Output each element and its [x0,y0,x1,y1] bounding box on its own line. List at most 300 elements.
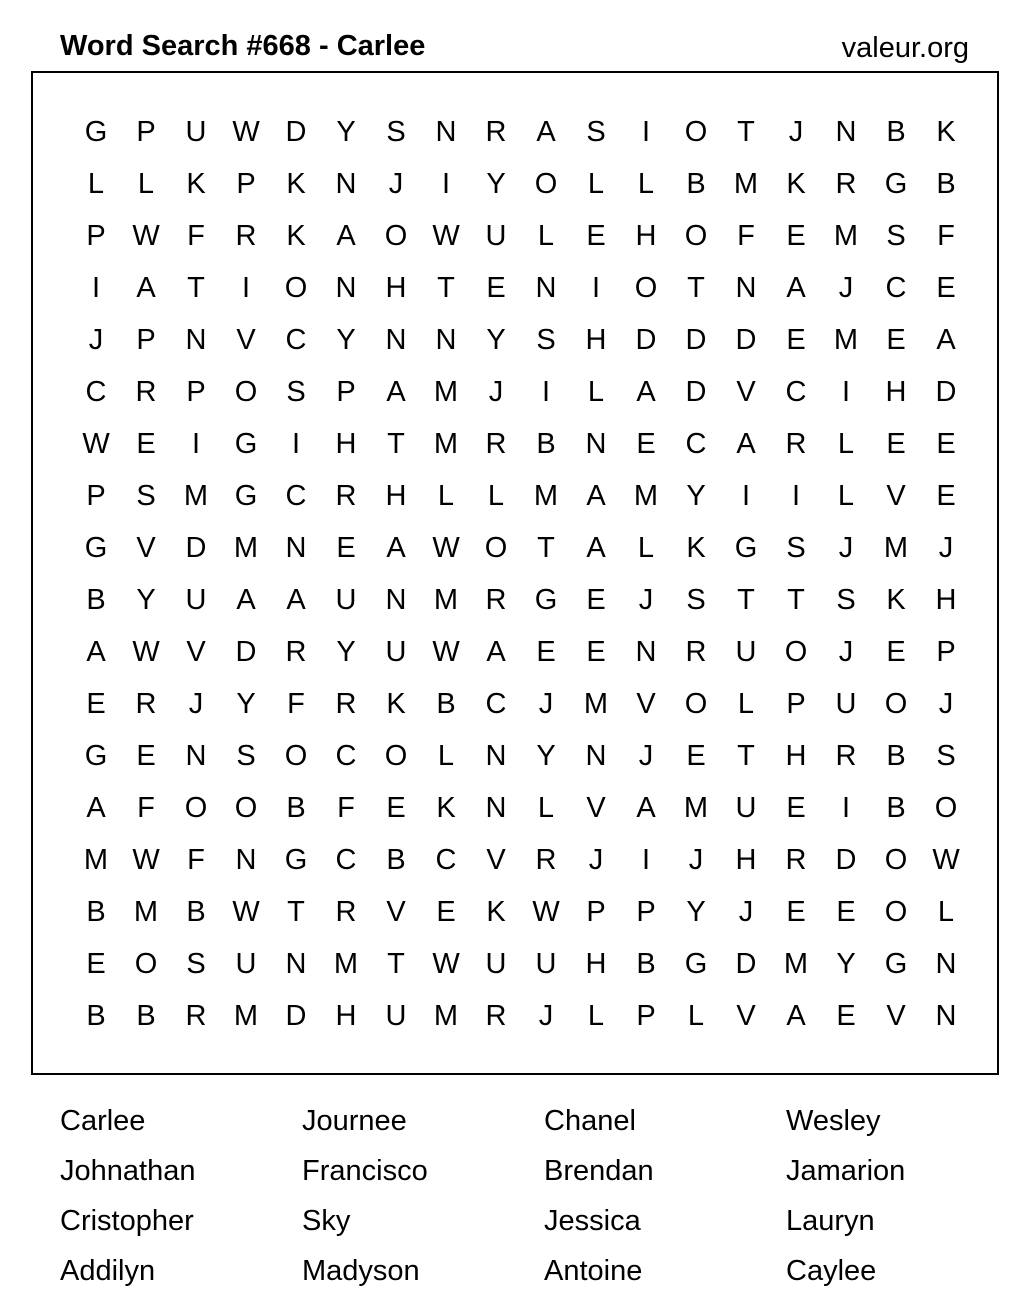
grid-cell: R [285,636,307,668]
grid-cell: O [134,948,158,980]
grid-cell: B [436,688,456,720]
grid-cell: N [385,324,407,356]
grid-cell: J [538,688,554,720]
word-list-item: Johnathan [60,1155,196,1187]
grid-cell: J [738,896,754,928]
grid-cell: N [835,116,857,148]
grid-cell: G [534,584,558,616]
grid-cell: B [636,948,656,980]
grid-cell: E [886,324,906,356]
grid-cell: I [841,792,851,824]
grid-cell: L [537,220,555,252]
grid-cell: J [938,688,954,720]
word-list-item: Francisco [302,1155,428,1187]
grid-cell: J [838,636,854,668]
grid-cell: E [936,480,956,512]
grid-cell: O [884,896,908,928]
grid-cell: U [835,688,857,720]
grid-cell: E [436,896,456,928]
grid-cell: G [684,948,708,980]
grid-cell: W [232,116,260,148]
grid-cell: R [335,896,357,928]
grid-cell: T [537,532,555,564]
word-list-item: Sky [302,1205,351,1237]
grid-cell: A [586,480,606,512]
grid-cell: B [886,116,906,148]
grid-cell: Y [236,688,256,720]
grid-cell: F [937,220,955,252]
grid-cell: W [432,636,460,668]
grid-cell: U [185,116,207,148]
word-list-item: Madyson [302,1255,420,1287]
word-list-item: Brendan [544,1155,654,1187]
grid-cell: I [641,116,651,148]
grid-cell: P [786,688,806,720]
grid-cell: A [486,636,506,668]
grid-cell: I [741,480,751,512]
letter-grid [71,106,971,1042]
grid-cell: V [386,896,406,928]
grid-cell: J [838,532,854,564]
grid-cell: S [386,116,406,148]
grid-cell: W [932,844,960,876]
grid-cell: N [185,740,207,772]
grid-cell: I [241,272,251,304]
word-list-item: Wesley [786,1105,881,1137]
grid-cell: D [285,1000,307,1032]
grid-cell: L [587,168,605,200]
grid-cell: O [934,792,958,824]
grid-cell: J [938,532,954,564]
grid-cell: B [386,844,406,876]
grid-cell: K [886,584,906,616]
grid-cell: V [586,792,606,824]
grid-cell: O [384,740,408,772]
grid-cell: Y [536,740,556,772]
grid-cell: J [188,688,204,720]
grid-cell: O [234,376,258,408]
grid-cell: J [88,324,104,356]
grid-cell: N [585,740,607,772]
grid-cell: V [636,688,656,720]
grid-cell: D [185,532,207,564]
grid-cell: A [736,428,756,460]
grid-cell: P [86,220,106,252]
grid-cell: C [885,272,907,304]
grid-cell: V [736,376,756,408]
grid-cell: G [234,480,258,512]
grid-cell: G [284,844,308,876]
grid-cell: T [287,896,305,928]
grid-cell: W [432,532,460,564]
grid-cell: W [82,428,110,460]
grid-cell: L [137,168,155,200]
grid-cell: F [737,220,755,252]
grid-cell: D [935,376,957,408]
grid-cell: T [387,948,405,980]
word-list [60,1096,1028,1296]
grid-cell: P [636,896,656,928]
grid-cell: M [233,532,259,564]
grid-cell: Y [486,324,506,356]
grid-cell: C [85,376,107,408]
grid-cell: L [437,740,455,772]
grid-cell: E [636,428,656,460]
grid-cell: G [84,116,108,148]
grid-cell: T [437,272,455,304]
grid-cell: T [687,272,705,304]
word-list-item: Addilyn [60,1255,156,1287]
grid-cell: U [535,948,557,980]
grid-cell: L [537,792,555,824]
grid-cell: R [835,168,857,200]
grid-cell: S [686,584,706,616]
grid-cell: B [886,740,906,772]
grid-cell: A [236,584,256,616]
grid-cell: B [136,1000,156,1032]
word-list-item: Caylee [786,1255,877,1287]
grid-cell: E [886,428,906,460]
grid-cell: D [285,116,307,148]
grid-cell: O [284,740,308,772]
grid-cell: N [535,272,557,304]
grid-cell: B [286,792,306,824]
grid-cell: W [432,220,460,252]
grid-cell: R [335,480,357,512]
grid-cell: E [586,220,606,252]
grid-cell: E [936,428,956,460]
grid-cell: S [136,480,156,512]
grid-cell: D [835,844,857,876]
grid-cell: U [385,1000,407,1032]
grid-cell: R [785,844,807,876]
grid-cell: K [486,896,506,928]
grid-cell: N [935,1000,957,1032]
grid-cell: D [685,376,707,408]
grid-cell: K [286,168,306,200]
grid-cell: M [183,480,209,512]
grid-cell: M [333,948,359,980]
grid-cell: Y [336,636,356,668]
grid-cell: W [532,896,560,928]
grid-cell: Y [686,896,706,928]
grid-cell: I [841,376,851,408]
grid-cell: O [534,168,558,200]
word-list-item: Cristopher [60,1205,194,1237]
grid-cell: H [635,220,657,252]
grid-cell: P [336,376,356,408]
word-list-item: Jamarion [786,1155,906,1187]
grid-cell: U [735,792,757,824]
grid-cell: L [487,480,505,512]
grid-cell: F [187,220,205,252]
grid-cell: I [641,844,651,876]
grid-cell: F [337,792,355,824]
grid-cell: P [236,168,256,200]
grid-cell: N [485,740,507,772]
grid-cell: J [838,272,854,304]
grid-cell: S [236,740,256,772]
grid-cell: R [485,584,507,616]
grid-cell: O [234,792,258,824]
grid-cell: N [485,792,507,824]
grid-cell: N [185,324,207,356]
grid-cell: N [435,324,457,356]
grid-cell: D [685,324,707,356]
word-list-item: Lauryn [786,1205,875,1237]
grid-cell: O [884,688,908,720]
grid-cell: S [536,324,556,356]
grid-cell: F [137,792,155,824]
grid-cell: A [786,1000,806,1032]
grid-cell: M [683,792,709,824]
grid-cell: V [236,324,256,356]
grid-cell: P [586,896,606,928]
grid-cell: I [191,428,201,460]
grid-cell: V [886,480,906,512]
grid-cell: B [536,428,556,460]
grid-cell: L [837,480,855,512]
grid-cell: N [285,948,307,980]
grid-cell: K [436,792,456,824]
grid-cell: H [885,376,907,408]
grid-cell: C [285,480,307,512]
grid-cell: N [335,168,357,200]
grid-cell: M [133,896,159,928]
grid-cell: P [186,376,206,408]
grid-cell: U [335,584,357,616]
grid-cell: O [484,532,508,564]
grid-cell: C [335,844,357,876]
grid-cell: E [686,740,706,772]
grid-cell: D [735,948,757,980]
grid-cell: L [737,688,755,720]
grid-cell: O [384,220,408,252]
grid-cell: M [233,1000,259,1032]
grid-cell: O [284,272,308,304]
puzzle-box [31,71,999,1075]
grid-cell: Y [836,948,856,980]
grid-cell: A [386,376,406,408]
grid-cell: S [586,116,606,148]
grid-cell: Y [486,168,506,200]
grid-cell: S [936,740,956,772]
grid-cell: N [235,844,257,876]
site-name: valeur.org [841,32,969,64]
grid-cell: M [433,1000,459,1032]
grid-cell: B [886,792,906,824]
word-list-item: Carlee [60,1105,146,1137]
grid-cell: H [385,480,407,512]
grid-cell: E [786,896,806,928]
grid-cell: B [86,584,106,616]
grid-cell: V [736,1000,756,1032]
grid-cell: S [186,948,206,980]
grid-cell: J [588,844,604,876]
grid-cell: B [936,168,956,200]
grid-cell: J [538,1000,554,1032]
grid-cell: A [536,116,556,148]
grid-cell: M [433,584,459,616]
grid-cell: N [585,428,607,460]
grid-cell: A [786,272,806,304]
grid-cell: I [91,272,101,304]
grid-cell: H [385,272,407,304]
grid-cell: U [485,220,507,252]
grid-cell: H [335,428,357,460]
grid-cell: B [86,1000,106,1032]
grid-cell: G [884,948,908,980]
grid-cell: W [232,896,260,928]
grid-cell: B [86,896,106,928]
grid-cell: R [485,1000,507,1032]
grid-cell: R [335,688,357,720]
grid-cell: L [837,428,855,460]
grid-cell: R [185,1000,207,1032]
grid-cell: E [786,220,806,252]
grid-cell: A [86,792,106,824]
grid-cell: I [591,272,601,304]
grid-cell: I [791,480,801,512]
grid-cell: R [485,428,507,460]
grid-cell: N [335,272,357,304]
grid-cell: D [235,636,257,668]
grid-cell: E [836,896,856,928]
grid-cell: Y [686,480,706,512]
grid-cell: W [132,844,160,876]
grid-cell: K [686,532,706,564]
grid-cell: T [787,584,805,616]
grid-cell: A [386,532,406,564]
grid-cell: E [786,792,806,824]
word-list-item: Jessica [544,1205,641,1237]
grid-cell: W [132,636,160,668]
grid-cell: E [486,272,506,304]
grid-cell: S [286,376,306,408]
grid-cell: M [83,844,109,876]
grid-cell: W [432,948,460,980]
grid-cell: J [638,740,654,772]
page-title: Word Search #668 - Carlee [60,30,426,62]
grid-cell: L [437,480,455,512]
grid-cell: U [735,636,757,668]
grid-cell: S [886,220,906,252]
grid-cell: T [387,428,405,460]
grid-cell: V [886,1000,906,1032]
grid-cell: R [485,116,507,148]
grid-cell: E [786,324,806,356]
grid-cell: S [836,584,856,616]
grid-cell: O [684,220,708,252]
grid-cell: R [835,740,857,772]
grid-cell: H [335,1000,357,1032]
grid-cell: J [688,844,704,876]
grid-cell: T [737,584,755,616]
grid-cell: C [435,844,457,876]
grid-cell: D [735,324,757,356]
grid-cell: A [636,792,656,824]
grid-cell: M [833,220,859,252]
grid-cell: E [586,636,606,668]
grid-cell: M [433,428,459,460]
word-list-item: Chanel [544,1105,636,1137]
grid-cell: G [84,740,108,772]
grid-cell: I [291,428,301,460]
grid-cell: O [684,688,708,720]
grid-cell: H [785,740,807,772]
grid-cell: N [385,584,407,616]
grid-cell: E [836,1000,856,1032]
grid-cell: L [587,1000,605,1032]
grid-cell: E [336,532,356,564]
grid-cell: U [485,948,507,980]
grid-cell: O [634,272,658,304]
grid-cell: U [385,636,407,668]
grid-cell: A [136,272,156,304]
grid-cell: C [485,688,507,720]
grid-cell: N [435,116,457,148]
grid-cell: L [587,376,605,408]
grid-cell: L [637,168,655,200]
grid-cell: M [883,532,909,564]
grid-cell: J [388,168,404,200]
grid-cell: N [935,948,957,980]
grid-cell: C [785,376,807,408]
grid-cell: H [735,844,757,876]
grid-cell: K [186,168,206,200]
grid-cell: O [184,792,208,824]
grid-cell: Y [336,116,356,148]
grid-cell: M [533,480,559,512]
grid-cell: E [886,636,906,668]
grid-cell: H [585,948,607,980]
grid-cell: K [936,116,956,148]
grid-cell: A [636,376,656,408]
grid-cell: V [486,844,506,876]
grid-cell: M [733,168,759,200]
grid-cell: E [86,948,106,980]
word-list-item: Antoine [544,1255,643,1287]
grid-cell: O [784,636,808,668]
grid-cell: H [935,584,957,616]
grid-cell: L [937,896,955,928]
grid-cell: T [737,740,755,772]
grid-cell: V [136,532,156,564]
grid-cell: P [136,116,156,148]
grid-cell: B [186,896,206,928]
grid-cell: W [132,220,160,252]
grid-cell: G [734,532,758,564]
grid-cell: H [585,324,607,356]
grid-cell: G [884,168,908,200]
grid-cell: R [685,636,707,668]
grid-cell: E [386,792,406,824]
grid-cell: M [833,324,859,356]
grid-cell: O [684,116,708,148]
grid-cell: U [235,948,257,980]
grid-cell: P [136,324,156,356]
grid-cell: A [286,584,306,616]
grid-cell: R [135,376,157,408]
grid-cell: F [287,688,305,720]
grid-cell: A [336,220,356,252]
grid-cell: S [786,532,806,564]
grid-cell: R [785,428,807,460]
grid-cell: R [235,220,257,252]
grid-cell: N [735,272,757,304]
grid-cell: O [884,844,908,876]
grid-cell: P [936,636,956,668]
